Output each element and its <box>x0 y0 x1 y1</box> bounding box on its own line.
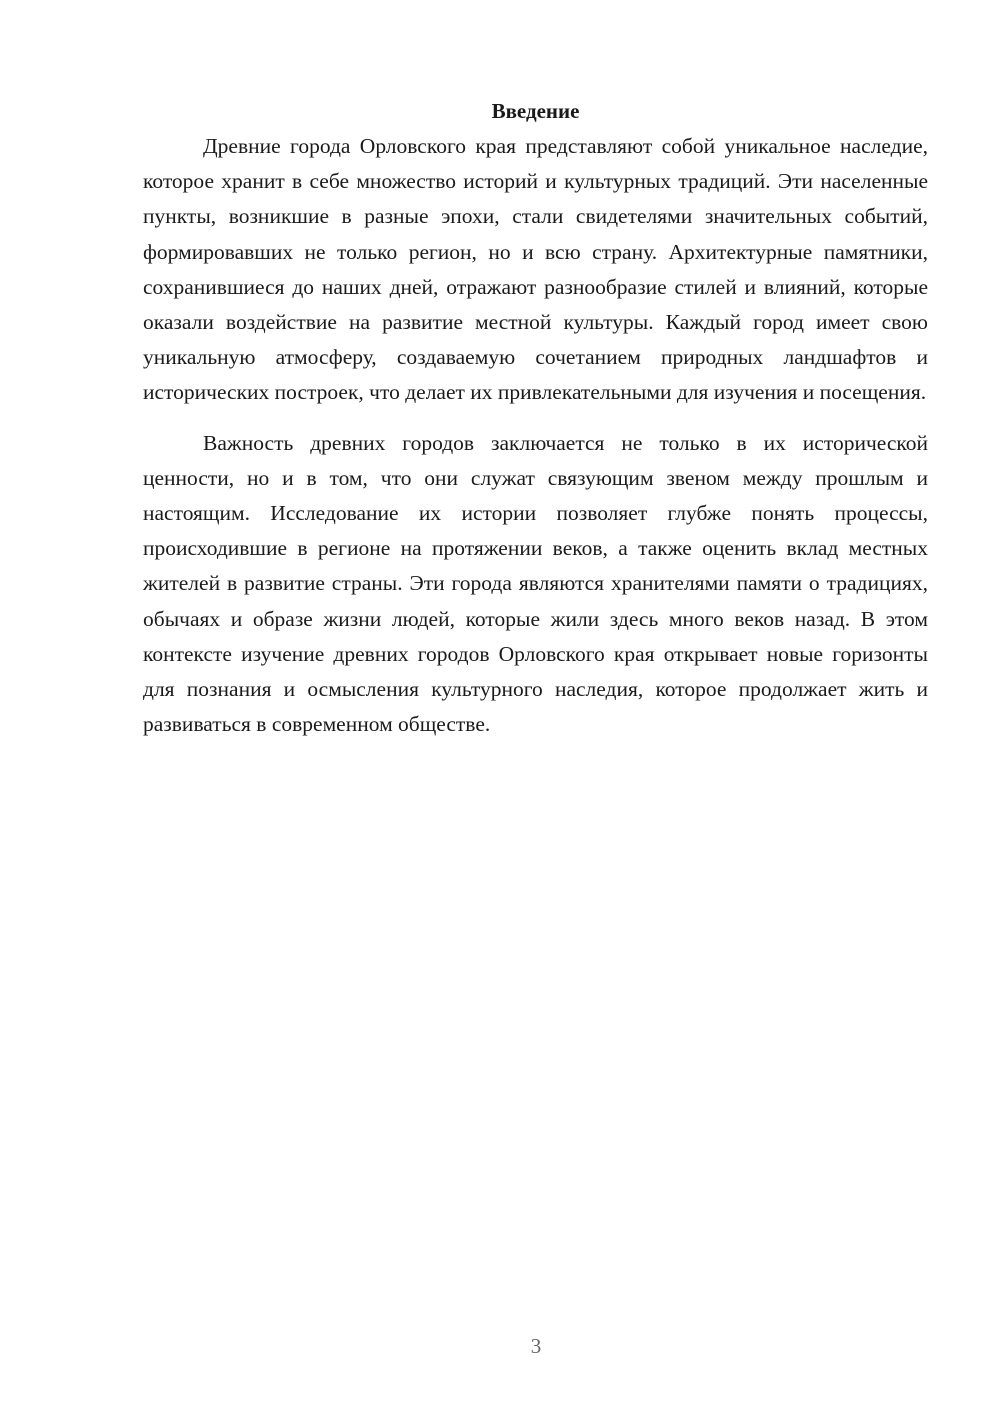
section-heading: Введение <box>491 99 580 123</box>
body-paragraph-1: Древние города Орловского края представляют собой уникальное наследие, которое хранит в себе множество историй и культурных традиций. Эти населенные пункты, возникшие в разные эпохи, стали свидетелями значительных событий, формировавших не только регион, но и всю страну. Архитектурные памятники, сохранившиеся до наших дней, отражают разнообразие стилей и влияний, которые оказали воздействие на развитие местной культуры. Каждый город имеет свою уникальную атмосферу, создаваемую сочетанием природных ландшафтов и исторических построек, что делает их привлекательными для изучения и посещения. <box>143 134 928 405</box>
page-number: 3 <box>530 1334 542 1358</box>
body-paragraph-2: Важность древних городов заключается не только в их исторической ценности, но и в том, что они служат связующим звеном между прошлым и настоящим. Исследование их истории позволяет глубже понять процессы, происходившие в регионе на протяжении веков, а также оценить вклад местных жителей в развитие страны. Эти города являются хранителями памяти о традициях, обычаях и образе жизни людей, которые жили здесь много веков назад. В этом контексте изучение древних городов Орловского края открывает новые горизонты для познания и осмысления культурного наследия, которое продолжает жить и развиваться в современном обществе. <box>143 430 928 737</box>
page-content <box>143 96 928 742</box>
